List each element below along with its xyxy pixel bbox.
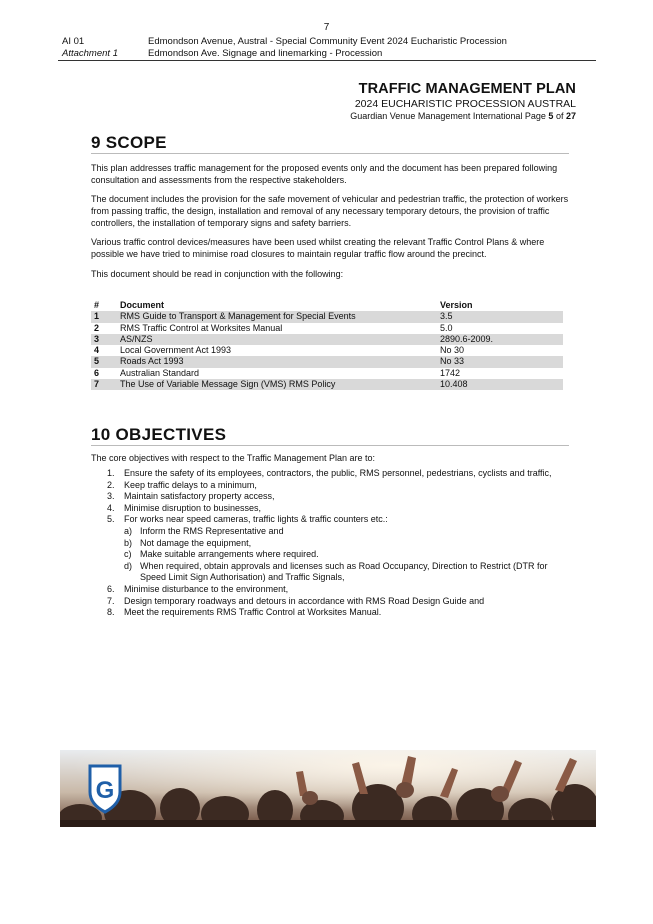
plan-subtitle: 2024 EUCHARISTIC PROCESSION AUSTRAL — [354, 98, 576, 110]
row-version: No 33 — [437, 356, 563, 367]
plan-total-pages: 27 — [565, 111, 576, 121]
plan-page-line — [350, 111, 576, 121]
header-divider — [58, 60, 596, 61]
list-item — [107, 607, 569, 619]
sub-list-item — [124, 549, 569, 561]
sub-list-item — [124, 561, 569, 584]
reference-documents-table — [91, 300, 563, 390]
sub-item-letter: b) — [124, 537, 133, 548]
scope-paragraph-1: This plan addresses traffic management for the proposed events only and the document has been prepared following consultation and assessments from the respective stakeholders. — [91, 163, 558, 185]
scope-heading: 9 SCOPE — [91, 133, 167, 152]
agenda-item: AI 01 — [62, 36, 85, 47]
item-number: 3. — [107, 491, 115, 502]
col-header-number: # — [94, 300, 100, 310]
row-number: 5 — [91, 356, 117, 367]
item-number: 6. — [107, 583, 115, 594]
list-item — [107, 584, 569, 596]
page-number: 7 — [323, 22, 330, 33]
header-right — [148, 36, 507, 60]
table-row — [91, 323, 563, 334]
sub-item-letter: c) — [124, 549, 132, 560]
item-text: Maintain satisfactory property access, — [124, 491, 275, 502]
list-item — [107, 503, 569, 515]
crowd-banner-image — [60, 750, 596, 827]
table-row — [91, 311, 563, 322]
row-number: 2 — [94, 322, 100, 333]
list-item — [107, 491, 569, 503]
header-left — [62, 36, 118, 60]
item-number: 5. — [107, 514, 115, 525]
row-number: 1 — [91, 311, 117, 322]
sub-item-text: Make suitable arrangements where required. — [140, 549, 319, 560]
row-document: The Use of Variable Message Sign (VMS) RMS Policy — [117, 379, 437, 390]
item-text: For works near speed cameras, traffic lights & traffic counters etc.: — [124, 514, 388, 525]
sub-item-letter: a) — [124, 525, 133, 536]
list-item — [107, 468, 569, 480]
table-header-row — [91, 300, 563, 311]
sub-item-text: When required, obtain approvals and licenses such as Road Occupancy, Direction to Restrict (DTR for Speed Limit Sign Authorisation) and Traffic Signals, — [140, 560, 548, 583]
sub-list-item — [124, 538, 569, 550]
item-text: Design temporary roadways and detours in accordance with RMS Road Design Guide and — [124, 595, 485, 606]
table-row — [91, 379, 563, 390]
row-document: Roads Act 1993 — [117, 356, 437, 367]
scope-heading-rule — [91, 153, 569, 154]
item-number: 1. — [107, 468, 115, 478]
row-document: RMS Traffic Control at Worksites Manual — [120, 322, 283, 333]
sub-list — [124, 526, 569, 584]
list-item — [107, 514, 569, 584]
sub-item-letter: d) — [124, 560, 133, 571]
scope-paragraph-4: This document should be read in conjunction with the following: — [91, 269, 344, 279]
scope-paragraph-2: The document includes the provision for the safe movement of vehicular and pedestrian traffic, the protection of workers from passing traffic, the design, installation and removal of any necessary temporary detours, the provision of traffic controllers, the installation of temporary signs and safety barriers. — [91, 194, 569, 228]
header-line-1: Edmondson Avenue, Austral - Special Community Event 2024 Eucharistic Procession — [148, 36, 507, 47]
list-item — [107, 480, 569, 492]
item-number: 4. — [107, 502, 115, 513]
row-version: 2890.6-2009. — [437, 334, 563, 345]
item-text: Ensure the safety of its employees, contractors, the public, RMS personnel, pedestrians, cyclists and traffic, — [124, 468, 552, 478]
row-document: AS/NZS — [117, 334, 437, 345]
table-row — [91, 356, 563, 367]
row-number: 6 — [94, 367, 100, 378]
plan-title: TRAFFIC MANAGEMENT PLAN — [358, 81, 576, 97]
item-number: 8. — [107, 607, 115, 618]
item-number: 2. — [107, 479, 115, 490]
attachment-label: Attachment 1 — [62, 48, 118, 59]
objectives-heading-rule — [91, 445, 569, 446]
row-version: No 30 — [440, 345, 465, 356]
plan-of: of — [555, 111, 564, 121]
objectives-list — [107, 468, 569, 619]
header-line-2: Edmondson Ave. Signage and linemarking - Procession — [148, 48, 383, 59]
sub-list-item — [124, 526, 569, 538]
crowd-illustration — [60, 750, 596, 827]
sub-item-text: Not damage the equipment, — [140, 537, 252, 548]
col-header-version: Version — [440, 300, 473, 310]
row-version: 3.5 — [437, 311, 563, 322]
col-header-document: Document — [120, 300, 165, 310]
plan-page: 5 — [548, 111, 554, 121]
row-document: Local Government Act 1993 — [120, 345, 232, 356]
item-number: 7. — [107, 595, 115, 606]
list-item — [107, 596, 569, 608]
row-version: 1742 — [440, 367, 461, 378]
table-row — [91, 368, 563, 379]
sub-item-text: Inform the RMS Representative and — [140, 525, 284, 536]
item-text: Meet the requirements RMS Traffic Control at Worksites Manual. — [124, 607, 382, 618]
scope-paragraph-3: Various traffic control devices/measures have been used whilst creating the relevant Traffic Control Plans & where possible we have tried to minimise road closures to maintain regular traffic flow around the precinct. — [91, 237, 545, 259]
logo-letter: G — [95, 777, 115, 804]
row-number: 4 — [94, 345, 100, 356]
company-line: Guardian Venue Management International Page — [350, 111, 546, 121]
objectives-intro: The core objectives with respect to the Traffic Management Plan are to: — [91, 453, 375, 463]
table-row — [91, 334, 563, 345]
table-row — [91, 345, 563, 356]
row-document: Australian Standard — [120, 367, 200, 378]
row-document: RMS Guide to Transport & Management for Special Events — [117, 311, 437, 322]
objectives-heading: 10 OBJECTIVES — [91, 425, 227, 444]
row-number: 7 — [91, 379, 117, 390]
item-text: Keep traffic delays to a minimum, — [124, 479, 257, 490]
guardian-logo — [90, 766, 120, 812]
row-version: 10.408 — [437, 379, 563, 390]
item-text: Minimise disruption to businesses, — [124, 502, 262, 513]
row-number: 3 — [91, 334, 117, 345]
row-version: 5.0 — [440, 322, 453, 333]
item-text: Minimise disturbance to the environment, — [124, 583, 289, 594]
